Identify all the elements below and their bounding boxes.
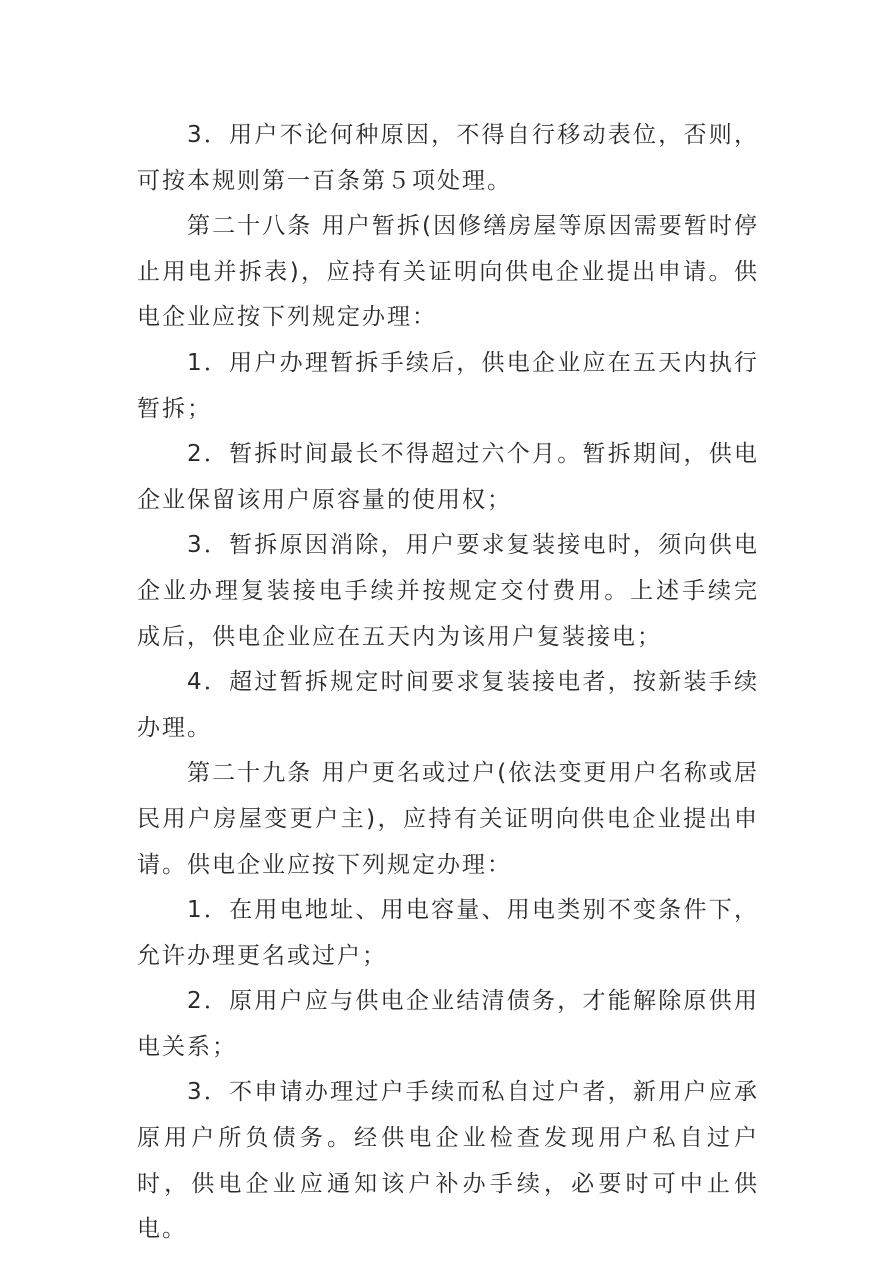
article-28-item-2: 2．暂拆时间最长不得超过六个月。暂拆期间，供电企业保留该用户原容量的使用权； [137, 441, 759, 513]
paragraph-item-3-move-meter: 3．用户不论何种原因，不得自行移动表位，否则，可按本规则第一百条第５项处理。 [137, 122, 759, 194]
article-29-item-3: 3．不申请办理过户手续而私自过户者，新用户应承原用户所负债务。经供电企业检查发现用户私自过户时，供电企业应通知该户补办手续，必要时可中止供电。 [137, 1079, 759, 1243]
article-29-item-1: 1．在用电地址、用电容量、用电类别不变条件下，允许办理更名或过户； [137, 897, 759, 969]
article-28-item-1: 1．用户办理暂拆手续后，供电企业应在五天内执行暂拆； [137, 349, 759, 422]
document-body [137, 113, 759, 1253]
article-29-item-2: 2．原用户应与供电企业结清债务，才能解除原供用电关系； [137, 988, 759, 1060]
article-28-heading-paragraph: 第二十八条 用户暂拆(因修缮房屋等原因需要暂时停止用电并拆表)，应持有关证明向供电企业提出申请。供电企业应按下列规定办理： [137, 213, 759, 331]
article-29-heading-paragraph: 第二十九条 用户更名或过户(依法变更用户名称或居民用户房屋变更户主)，应持有关证明向供电企业提出申请。供电企业应按下列规定办理： [137, 760, 759, 878]
article-28-item-4: 4．超过暂拆规定时间要求复装接电者，按新装手续办理。 [137, 669, 759, 741]
article-28-item-3: 3．暂拆原因消除，用户要求复装接电时，须向供电企业办理复装接电手续并按规定交付费用。上述手续完成后，供电企业应在五天内为该用户复装接电； [137, 532, 759, 650]
